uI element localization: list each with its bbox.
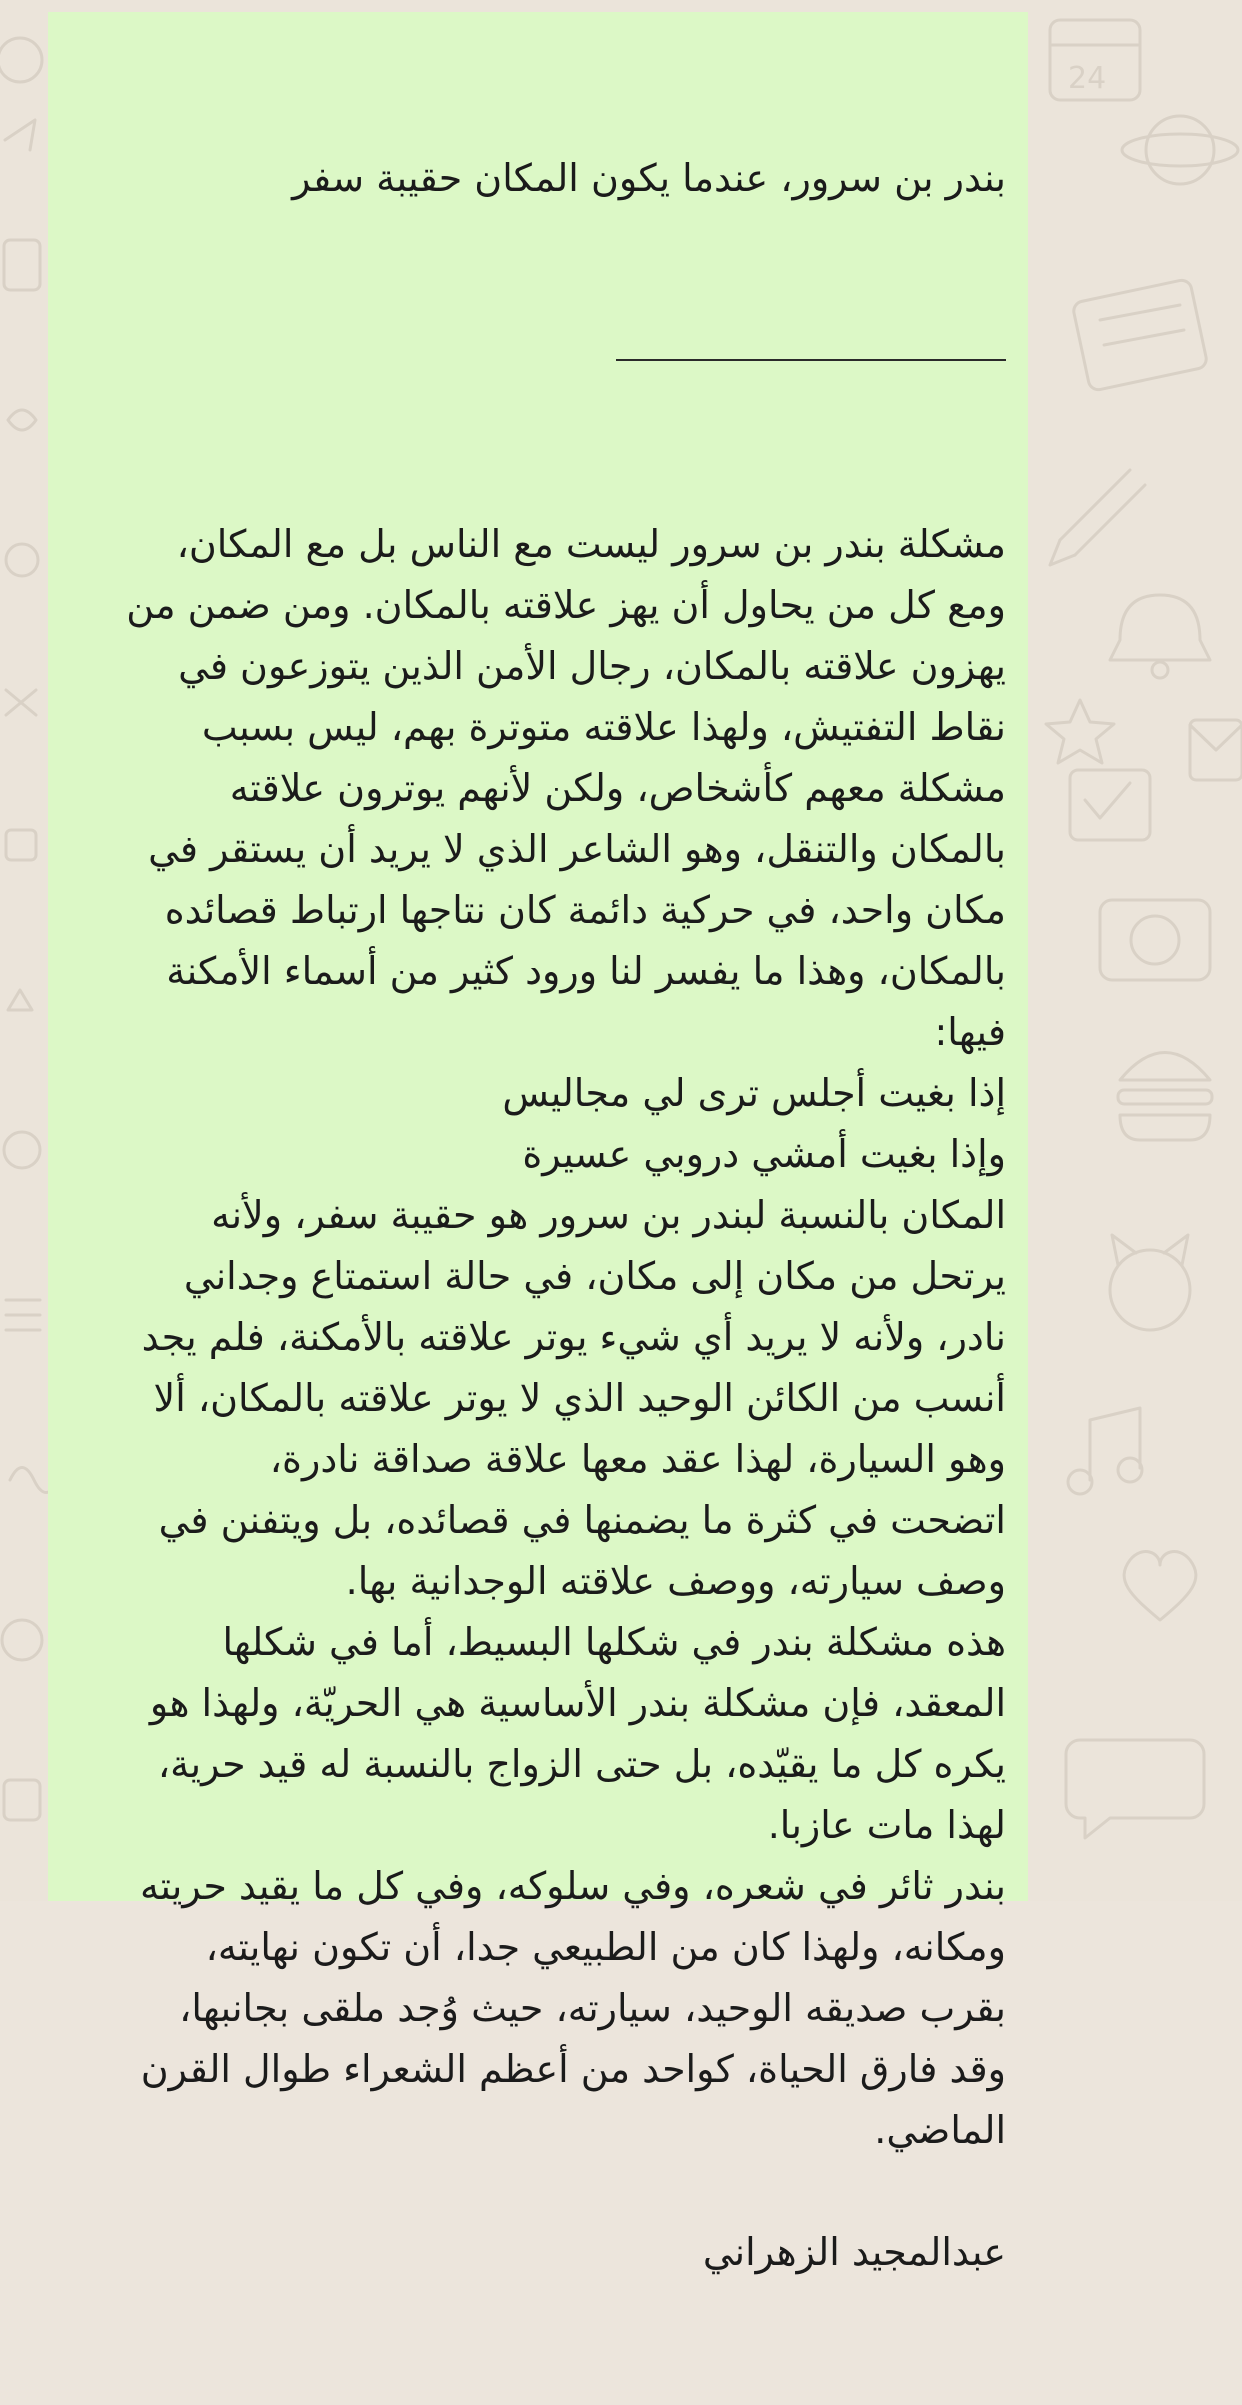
message-line: يرتحل من مكان إلى مكان، في حالة استمتاع وجداني (183, 1254, 1006, 1298)
message-line: اتضحت في كثرة ما يضمنها في قصائده، بل ويتفنن في (158, 1498, 1006, 1542)
message-line: بالمكان، وهذا ما يفسر لنا ورود كثير من أسماء الأمكنة (166, 949, 1006, 993)
message-line: هذه مشكلة بندر في شكلها البسيط، أما في شكلها (222, 1620, 1006, 1664)
message-line: لهذا مات عازبا. (767, 1803, 1006, 1847)
chat-icon (1066, 1740, 1204, 1838)
message-line: نقاط التفتيش، ولهذا علاقته متوترة بهم، ليس بسبب (201, 705, 1006, 749)
message-line: المعقد، فإن مشكلة بندر الأساسية هي الحريّة، ولهذا هو (149, 1681, 1006, 1725)
message-line: ومع كل من يحاول أن يهز علاقته بالمكان. ومن ضمن من (126, 583, 1006, 627)
title-underline-divider (616, 359, 1006, 361)
message-line: وقد فارق الحياة، كواحد من أعظم الشعراء طوال القرن (140, 2047, 1006, 2091)
newspaper-icon (1072, 279, 1208, 392)
message-line: يكره كل ما يقيّده، بل حتى الزواج بالنسبة له قيد حرية، (157, 1742, 1006, 1786)
message-line: مشكلة بندر بن سرور ليست مع الناس بل مع المكان، (176, 522, 1006, 566)
envelope-icon (1190, 720, 1242, 780)
message-line: مشكلة معهم كأشخاص، ولكن لأنهم يوترون علاقته (229, 766, 1006, 810)
pencil-icon (1050, 470, 1145, 565)
hamburger-icon (1118, 1053, 1212, 1141)
music-icon (1068, 1408, 1142, 1494)
message-line: يهزون علاقته بالمكان، رجال الأمن الذين يتوزعون في (178, 644, 1006, 688)
message-line: وهو السيارة، لهذا عقد معها علاقة صداقة نادرة، (269, 1437, 1006, 1481)
star-icon (1046, 700, 1114, 763)
heart-icon (1124, 1552, 1196, 1620)
svg-text:24: 24 (1068, 61, 1107, 96)
message-line: إذا بغيت أجلس ترى لي مجاليس (502, 1071, 1006, 1115)
message-line: ومكانه، ولهذا كان من الطبيعي جدا، أن تكون نهايته، (205, 1925, 1006, 1969)
bell-icon (1110, 595, 1210, 678)
message-line: أنسب من الكائن الوحيد الذي لا يوتر علاقته بالمكان، ألا (153, 1376, 1006, 1420)
message-bubble[interactable] (48, 12, 1028, 2274)
message-line: المكان بالنسبة لبندر بن سرور هو حقيبة سفر، ولأنه (211, 1193, 1006, 1237)
message-line: مكان واحد، في حركية دائمة كان نتاجها ارتباط قصائده (164, 888, 1006, 932)
message-line: وصف سيارته، ووصف علاقته الوجدانية بها. (345, 1559, 1006, 1603)
message-line: فيها: (934, 1010, 1006, 1054)
check-icon (1070, 770, 1150, 840)
message-line: بندر ثائر في شعره، وفي سلوكه، وفي كل ما يقيد حريته (139, 1864, 1006, 1908)
camera-icon (1100, 900, 1210, 980)
cat-icon (1110, 1235, 1190, 1330)
planet-icon (1122, 116, 1238, 184)
message-line: وإذا بغيت أمشي دروبي عسيرة (522, 1132, 1006, 1176)
message-body (70, 514, 1006, 2283)
message-line (70, 2161, 1006, 2222)
message-text (70, 26, 1006, 2405)
message-line: الماضي. (874, 2108, 1006, 2152)
calendar-icon (1050, 20, 1140, 100)
message-line: بقرب صديقه الوحيد، سيارته، حيث وُجد ملقى بجانبها، (179, 1986, 1006, 2030)
message-line: عبدالمجيد الزهراني (702, 2230, 1006, 2274)
message-line: بالمكان والتنقل، وهو الشاعر الذي لا يريد أن يستقر في (148, 827, 1006, 871)
message-line: نادر، ولأنه لا يريد أي شيء يوتر علاقته بالأمكنة، فلم يجد (141, 1315, 1006, 1359)
message-title: بندر بن سرور، عندما يكون المكان حقيبة سفر (292, 156, 1006, 200)
